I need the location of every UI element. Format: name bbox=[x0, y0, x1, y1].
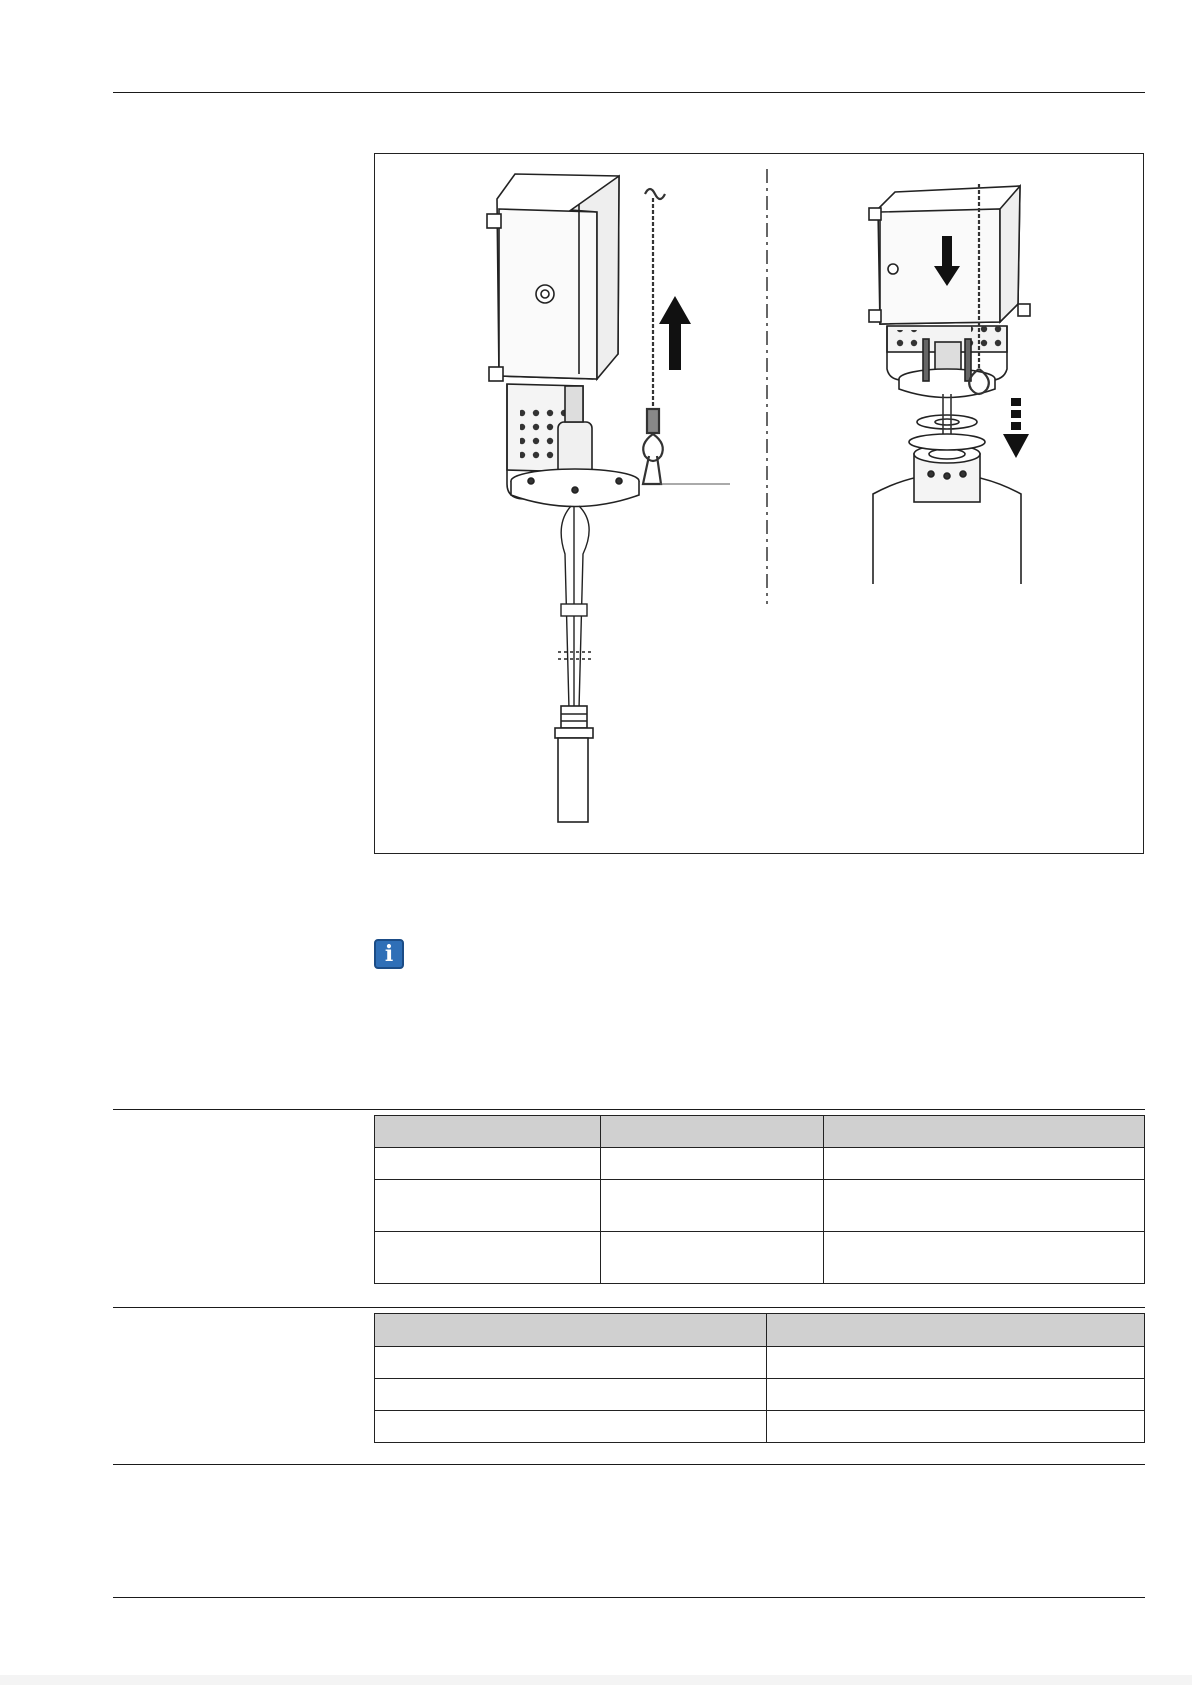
table-cell bbox=[767, 1379, 1145, 1411]
section-rule-1 bbox=[113, 1109, 1145, 1110]
table-cell bbox=[375, 1379, 767, 1411]
table-row bbox=[375, 1347, 1145, 1379]
junction-box-lowered-icon bbox=[869, 186, 1030, 380]
bottom-strip bbox=[0, 1675, 1192, 1685]
info-icon: i bbox=[374, 939, 404, 969]
junction-box-icon bbox=[487, 174, 619, 499]
table-header-cell bbox=[767, 1314, 1145, 1347]
table-row bbox=[375, 1148, 1145, 1180]
table-cell bbox=[601, 1232, 824, 1284]
table-cell bbox=[375, 1148, 601, 1180]
table-cell bbox=[375, 1411, 767, 1443]
lift-up-arrow-icon bbox=[659, 296, 691, 370]
table-header-cell bbox=[375, 1314, 767, 1347]
table-cell bbox=[824, 1232, 1145, 1284]
flange-icon bbox=[511, 469, 639, 507]
sensor-cable-icon bbox=[558, 506, 593, 709]
table-header-cell bbox=[824, 1116, 1145, 1148]
table-row bbox=[375, 1232, 1145, 1284]
table-cell bbox=[375, 1232, 601, 1284]
installation-figure bbox=[374, 153, 1144, 854]
table-cell bbox=[824, 1148, 1145, 1180]
section-rule-2 bbox=[113, 1307, 1145, 1308]
section-rule-3 bbox=[113, 1464, 1145, 1465]
footer-rule bbox=[113, 1597, 1145, 1598]
table-row bbox=[375, 1379, 1145, 1411]
table-cell bbox=[824, 1180, 1145, 1232]
installation-drawing bbox=[375, 154, 1145, 855]
table-header-row bbox=[375, 1314, 1145, 1347]
table-cell bbox=[375, 1347, 767, 1379]
table-cell bbox=[767, 1411, 1145, 1443]
header-rule bbox=[113, 92, 1145, 93]
spec-table-1 bbox=[374, 1115, 1145, 1284]
tank-nozzle-icon bbox=[873, 434, 1021, 584]
table-row bbox=[375, 1411, 1145, 1443]
table-header-cell bbox=[601, 1116, 824, 1148]
table-header-row bbox=[375, 1116, 1145, 1148]
spec-table-2 bbox=[374, 1313, 1145, 1443]
table-row bbox=[375, 1180, 1145, 1232]
table-cell bbox=[375, 1180, 601, 1232]
sensor-probe-icon bbox=[555, 706, 593, 822]
table-cell bbox=[767, 1347, 1145, 1379]
lifting-cable-icon bbox=[643, 189, 665, 484]
table-header-cell bbox=[375, 1116, 601, 1148]
table-cell bbox=[601, 1148, 824, 1180]
table-cell bbox=[601, 1180, 824, 1232]
